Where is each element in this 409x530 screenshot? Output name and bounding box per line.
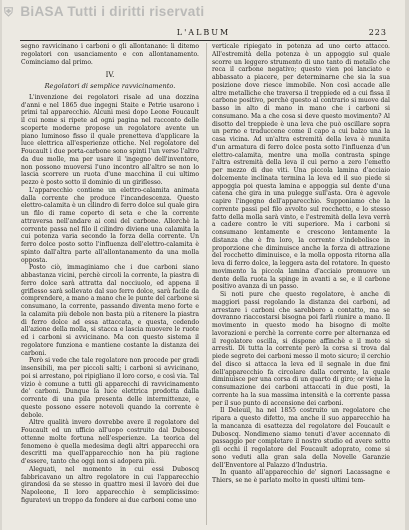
header-rule: [20, 40, 387, 41]
paragraph: Aleguati, nel momento in cui essi Duboscq fabbricavano un altro regolatore in cui l'apparecchio girandosi da se stesso in quattro mesi il lavoro dei due Napoleone, Il loro apparecchio è semplicissimo: figuratevi un troppo da fondere ai due carboni come uno: [21, 465, 199, 504]
paragraph: verticale ripiegato in potenza ad uno certo attacco. All'estremità della potenza è un appoggio sul quale scorre un leggero strumento di uno tanto di metallo che reca il carbone negativo; questo vien poi lanciato e abbassato a piacere, per determinarne che sia la sua posizione dove riesce immobile. Non così accade alle altre metalliche che traversa il treppiede ed a cui fissa il carbone positivo, perchè questo al contrario si muove dal basso in alto di mano in mano che i carboni si consumano. Ma a che cosa si deve questo movimento? Al disotto del treppiede è una leva che può oscillare sopra un perno e traduccene come il capo a cui balzo una la casa vicina. Ad un'altra estremità della leva è munita d'un armatura di ferro dolce posta sotto l'influenza d'un elettro-calamita, mentre una molla contrasta spinge l'altra estremità della leva il cui perno a zero l'emetto per mezzo di due viti. Una piccola lamina d'acciaio dolcemente inclinata termina la leva ed il suo piede si appoggia poi questa lamina e appoggia sul dente d'una catena che gira in una pulegge sull'asta. Ora è agevole capire l'ingegno dell'apparecchio. Supponiamo che la corrente passi pel filo avvolto sul rocchetto, e lo stesso fatto della molla sarà vinto, e l'estremità della leva verrà a cadere contro le viti superiore. Ma i carboni si consumano lentamente e crescono lentamente la distanza che è fra loro, la corrente s'indebolisce in proporzione che diminuisce anche la forza di attrazione del rocchetto diminuisce, e la molla opposta ritorna alla leva di ferro dolce, la leggera asta del rotatore. In questo movimento la piccola lamina d'acciaio promuove un dente della ruota la spinge in avanti a se, e il carbone positivo avanza di un passo.: [212, 43, 390, 291]
right-column: [212, 43, 390, 525]
column-divider: [206, 43, 207, 525]
running-header: [20, 28, 387, 40]
paragraph: Altre qualità invero dovrebbe avere il regolatore del Foucault ed un ufficio all'uopo costruito dal Duboscq ottenne molte fortuna nell'esperienze. La teorica del fenomeno è quella medesima degli altri apparecchi ora descritti ma quell'apparecchio non ha più ragione d'essere, tanto che oggi non si adopera più.: [21, 419, 199, 465]
watermark: [4, 4, 204, 20]
paragraph: Si noti pure che questo regolatore, è anche di maggiori passi regolando la distanza dei carboni, ad arrestare i carboni che sarebbero a contatto, ma se dovranno riaccostarsi bisogna poi farli riunire a mano. Il movimento in questo modo ha bisogno di molte lavorazioni e perchè la corrente corre per alternanza ed il regolatore oscilla, si dispone affinchè e il moto si arresti. Di tutta la corrente però la corsa si trova dal piede segreto dei carboni messo il moto sicuro; il cerchio del disco si attacca la leva ed il segnale in due fini dell'apparecchio fa circolare dalla corrente, la quale diminuisce per una corsa di un quarto di giro; or viene la consumazione dei carboni attaccati in due posti, la corrente ha la sua massima intensità e la corrente passa per il suo punto di accensione dei carboni.: [212, 291, 390, 407]
watermark-text: BiASA Tutti i diritti riservati: [20, 4, 205, 19]
paragraph: Posto ciò, immaginiamo che i due carboni siano abbastanza vicini, perchè circoli la corrente, la piastra di ferro dolce sarà attratta dal nocciuolo, ed appena il griflesso sarà sollevato dal suo ferro dolce, sarà facile da comprendere, a mano a mano che le punte del carbone si consumano, la corrente, passando diventa meno forte e la calamita più debole non basta più a ritenere la piastra di ferro dolce ad essa attaccata, e questa, cedendo all'azione della molla, si stacca e lascia muovere le ruote ed i carboni si avvicinano. Ma con questo sistema il regolatore funziona e mantiene costante la distanza dei carboni.: [21, 264, 199, 357]
paragraph: In quanto all'apparecchio de' signori Lacassagne e Thiers, se ne è parlato molto in questi ultimi tem-: [212, 469, 390, 484]
section-number: IV.: [105, 71, 115, 80]
header-title: L'ALBUM: [176, 28, 231, 37]
paragraph: L'invenzione dei regolatori risale ad una dozzina d'anni e nel 1865 due ingegni Staite e Petrie usarono i primi tal apparecchio. Alcuni mesi dopo Leone Foucault il cui nome si ripete ad ogni pagina nel racconto delle scoperte moderne propose un regolatore avente un piano luminoso fisso il quale prenetteva d'applicare la luce elettrica all'esperienze ottiche. Nel regolatore del Foucault i due porta-carbone sono spinti l'un verso l'altro da due molle, ma per usare il 'ingegno dell'inventore, non possono muoversi l'uno incontro all'altro se non lo lascia scorrere un ruota d'une macchina il cui ultimo pezzo è posto sotto il dominio di un giriflesso.: [21, 93, 199, 186]
paragraph: L'apparecchio contiene un elettro-calamita animata dalla corrente che produce l'incandescenza. Questo elettro-calamita è un cilindro di ferro dolce sul quale gira un filo di rame coperto di seta e che la corrente attraversa nell'andare ai coni del carbone. Allorchè la corrente passa nel filo il cilindro diviene una calamita la cui potenza varia secondo la forza della corrente. Un ferro dolce posto sotto l'influenza dell'elettro-calamita è spinto dall'altra parte all'allontanamento da una molla opposta.: [21, 186, 199, 264]
shield-icon: ⛨: [4, 5, 14, 19]
section-title: Regolatori di semplice ravvicinamento.: [44, 82, 176, 90]
page-number: 223: [368, 28, 387, 37]
document-page: [2, 0, 405, 530]
paragraph: Il Deleuil, ha nel 1855 costruito un regolatore che ripara a questo difetto, ma anche il suo apparecchio ha la mancanza di esattezza del regolatore del Foucault e Duboscq. Nondimeno siamo tenuti d'aver accennato di passaggio per completare il nostro studio ed avere sotto gli occhi il regolatore del Foucault adoprato, come si sono veduti alla gran sala della Novelle Garanzie dell'Enventore al Palazzo d'Industria.: [212, 407, 390, 469]
intro-text: segno ravvicinano i carboni o gli allontanano: li ditemo regolatori con usanciamento e con allontanamento. Cominciamo dal primo.: [21, 43, 199, 66]
left-column: [21, 43, 199, 525]
paragraph: Però si vede che tale regolatore non procede per gradi insensibili, ma per piccoli salti; i carboni si avvicinano, poi si arrestano, poi ripigliano il loro corso, e così via. Tal vizio è comune a tutti gli apparecchi di ravvicinamento de' carboni. Dunque la luce elettrica prodotta dalla corrente di una pila presenta delle intermittenze, e queste possono essere notevoli quando la corrente è debole.: [21, 357, 199, 419]
